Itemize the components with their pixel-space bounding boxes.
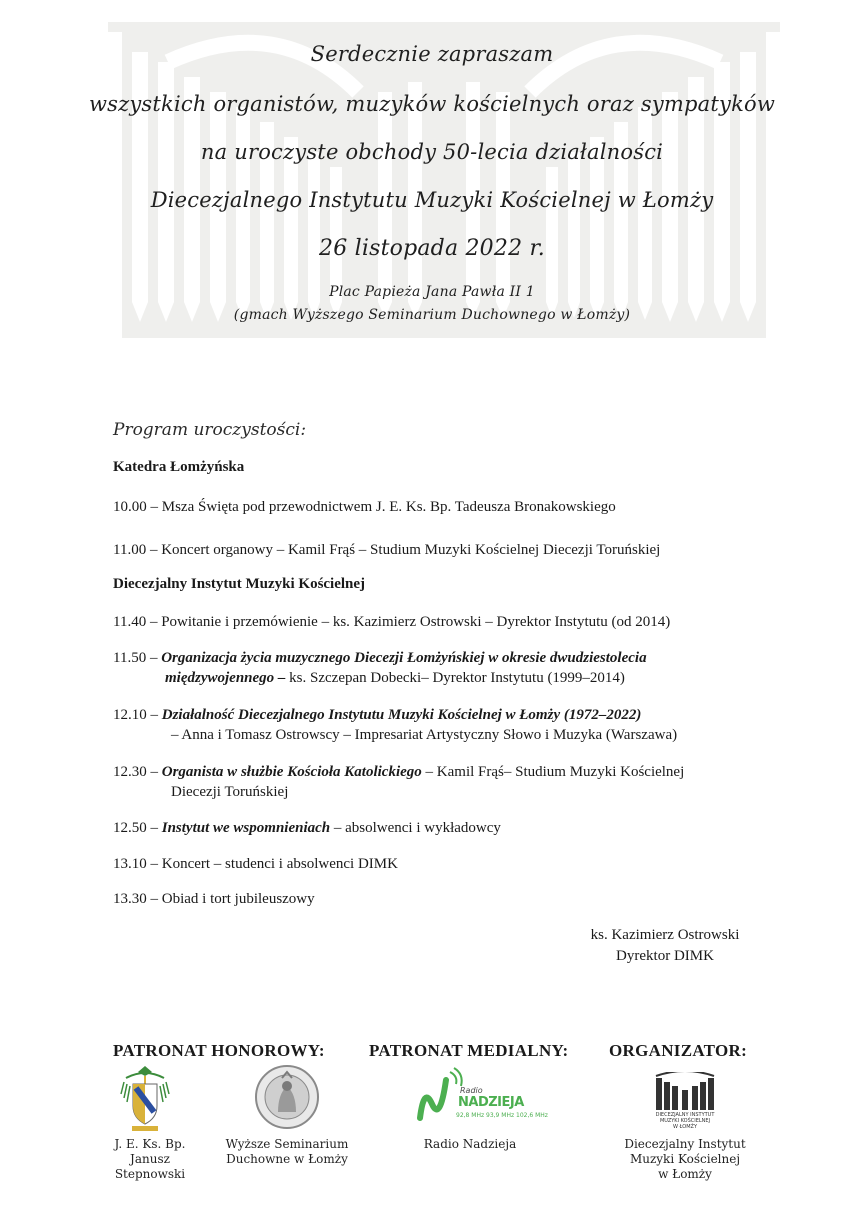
item-dash: – — [146, 650, 162, 666]
bishop-caption — [95, 1137, 205, 1182]
honorary-patronage-heading: PATRONAT HONOROWY: — [113, 1041, 325, 1060]
program-item — [113, 705, 677, 745]
item-speaker: – Kamil Frąś– Studium Muzyki Kościelnej — [421, 764, 685, 780]
signature-name: ks. Kazimierz Ostrowski — [590, 927, 740, 943]
item-text: – Msza Święta pod przewodnictwem J. E. Ks. Bp. Tadeusza Bronakowskiego — [146, 499, 616, 515]
signature-role: Dyrektor DIMK — [616, 948, 714, 964]
organizer-caption-line-3: w Łomży — [658, 1167, 712, 1181]
program-title: Program uroczystości: — [113, 420, 307, 440]
item-dash: – — [146, 707, 162, 723]
event-building: (gmach Wyższego Seminarium Duchownego w Łomży) — [233, 307, 631, 323]
event-date: 26 listopada 2022 r. — [319, 236, 545, 261]
event-address: Plac Papieża Jana Pawła II 1 — [329, 284, 535, 300]
item-lecture-title: Działalność Diecezjalnego Instytutu Muzyki Kościelnej w Łomży (1972–2022) — [161, 707, 642, 723]
seminary-caption — [222, 1137, 352, 1167]
item-dash: – — [146, 820, 162, 836]
item-speaker: – Anna i Tomasz Ostrowscy – Impresariat Artystyczny Słowo i Muzyka (Warszawa) — [171, 727, 678, 743]
radio-logo-small-text: Radio — [460, 1086, 483, 1095]
bishop-caption-line-1: J. E. Ks. Bp. — [114, 1137, 186, 1151]
item-time: 13.10 — [113, 856, 147, 872]
radio-logo-frequencies: 92,8 MHz 93,9 MHz 102,6 MHz — [456, 1112, 548, 1119]
program-item — [113, 889, 315, 909]
item-lecture-title-cont: międzywojennego – — [165, 670, 286, 686]
item-time: 11.50 — [113, 650, 147, 666]
invitation-line-2: wszystkich organistów, muzyków kościelnych oraz sympatyków — [88, 92, 776, 116]
item-speaker: ks. Szczepan Dobecki– Dyrektor Instytutu (1999–2014) — [285, 670, 625, 686]
invitation-line-1: Serdecznie zapraszam — [310, 42, 554, 66]
item-speaker: – absolwenci i wykładowcy — [330, 820, 501, 836]
item-time: 13.30 — [113, 891, 147, 907]
item-text: – Koncert – studenci i absolwenci DIMK — [146, 856, 398, 872]
radio-logo-name: NADZIEJA — [458, 1095, 524, 1110]
organizer-heading: ORGANIZATOR: — [609, 1041, 748, 1060]
item-lecture-title: Instytut we wspomnieniach — [161, 820, 331, 836]
item-time: 12.50 — [113, 820, 147, 836]
item-time: 10.00 — [113, 499, 147, 515]
item-time: 11.00 — [113, 542, 147, 558]
item-speaker-cont: Diecezji Toruńskiej — [171, 784, 289, 800]
organizer-caption — [615, 1137, 755, 1182]
organizer-caption-line-2: Muzyki Kościelnej — [629, 1152, 741, 1166]
dimk-logo-text-2: MUZYKI KOŚCIELNEJ — [659, 1118, 711, 1124]
program-item — [113, 818, 501, 838]
media-patronage-heading: PATRONAT MEDIALNY: — [369, 1041, 569, 1060]
item-text: – Koncert organowy – Kamil Frąś – Studium Muzyki Kościelnej Diecezji Toruńskiej — [146, 542, 661, 558]
program-item — [113, 540, 660, 560]
item-time: 12.30 — [113, 764, 147, 780]
section-institute: Diecezjalny Instytut Muzyki Kościelnej — [113, 576, 366, 592]
radio-caption: Radio Nadzieja — [423, 1137, 517, 1151]
program-item — [113, 648, 647, 688]
dimk-logo-text-3: W ŁOMŻY — [672, 1124, 698, 1130]
organ-pipes-logo-icon — [652, 1072, 718, 1112]
radio-nadzieja-logo — [416, 1066, 548, 1126]
item-lecture-title: Organizacja życia muzycznego Diecezji Łomżyńskiej w okresie dwudziestolecia — [161, 650, 647, 666]
program-item — [113, 762, 684, 802]
seminary-caption-line-2: Duchowne w Łomży — [226, 1152, 348, 1166]
seminary-caption-line-1: Wyższe Seminarium — [225, 1137, 349, 1151]
seminary-seal-icon — [254, 1064, 320, 1130]
item-lecture-title: Organista w służbie Kościoła Katolickiego — [161, 764, 422, 780]
bishop-coat-of-arms-icon — [118, 1064, 172, 1132]
dimk-logo-text — [646, 1112, 724, 1130]
organizer-caption-line-1: Diecezjalny Instytut — [624, 1137, 746, 1151]
program-item — [113, 497, 616, 517]
invitation-line-3: na uroczyste obchody 50-lecia działalności — [200, 140, 664, 164]
item-dash: – — [146, 764, 162, 780]
item-text: – Powitanie i przemówienie – ks. Kazimierz Ostrowski – Dyrektor Instytutu (od 2014) — [146, 614, 671, 630]
dimk-logo — [652, 1072, 718, 1130]
program-item — [113, 854, 398, 874]
program-item — [113, 612, 670, 632]
invitation-line-4: Diecezjalnego Instytutu Muzyki Kościelnej w Łomży — [150, 188, 714, 212]
item-time: 11.40 — [113, 614, 147, 630]
item-text: – Obiad i tort jubileuszowy — [146, 891, 315, 907]
item-time: 12.10 — [113, 707, 147, 723]
section-cathedral: Katedra Łomżyńska — [113, 459, 245, 475]
dimk-logo-text-1: DIECEZJALNY INSTYTUT — [655, 1112, 715, 1118]
bishop-caption-line-2: Janusz Stepnowski — [114, 1152, 186, 1181]
